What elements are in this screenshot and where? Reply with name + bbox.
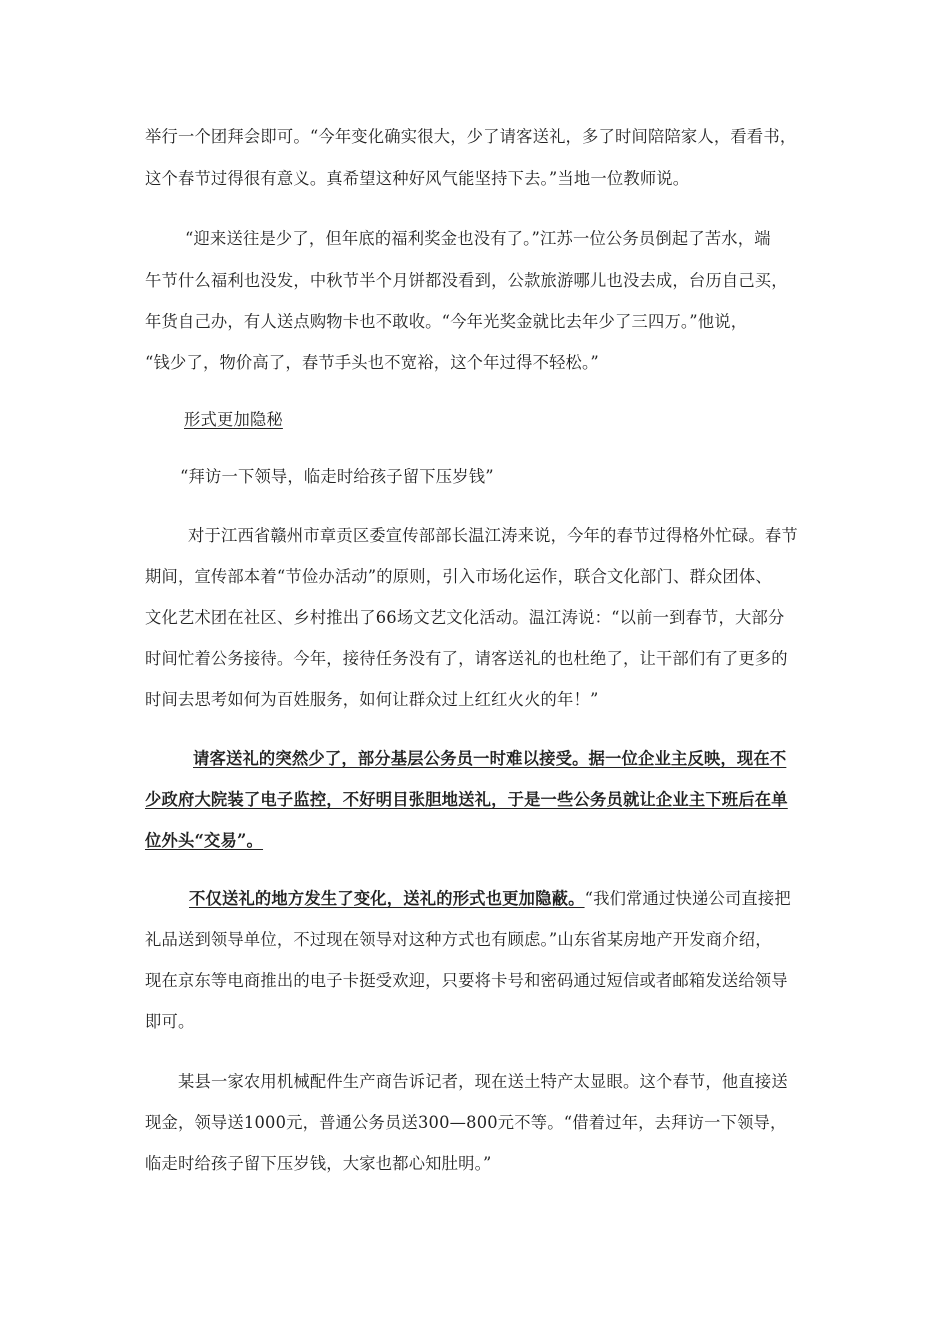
paragraph-5-emphasis: 不仅送礼的地方发生了变化，送礼的形式也更加隐蔽。 bbox=[189, 889, 585, 908]
paragraph-5-line-2: 礼品送到领导单位，不过现在领导对这种方式也有顾虑。”山东省某房地产开发商介绍， bbox=[145, 930, 772, 949]
paragraph-5-line-1-rest: “我们常通过快递公司直接把 bbox=[584, 889, 791, 908]
paragraph-1-line-1: 举行一个团拜会即可。“今年变化确实很大，少了请客送礼，多了时间陪陪家人，看看书， bbox=[145, 127, 797, 146]
paragraph-6-line-3: 临走时给孩子留下压岁钱，大家也都心知肚明。” bbox=[145, 1154, 492, 1173]
paragraph-4-line-3: 位外头“交易”。 bbox=[145, 831, 264, 850]
paragraph-3-line-2: 期间，宣传部本着“节俭办活动”的原则，引入市场化运作，联合文化部门、群众团体、 bbox=[145, 567, 772, 586]
paragraph-3-line-4: 时间忙着公务接待。今年，接待任务没有了，请客送礼的也杜绝了，让干部们有了更多的 bbox=[145, 649, 788, 668]
paragraph-5-line-1 bbox=[145, 888, 810, 910]
paragraph-3-line-1: 对于江西省赣州市章贡区委宣传部部长温江涛来说，今年的春节过得格外忙碌。春节 bbox=[188, 526, 798, 545]
paragraph-3-line-5: 时间去思考如何为百姓服务，如何让群众过上红红火火的年！” bbox=[145, 690, 599, 709]
paragraph-6-line-2: 现金，领导送1000元，普通公务员送300—800元不等。“借着过年，去拜访一下领导， bbox=[145, 1113, 787, 1132]
paragraph-1-line-2: 这个春节过得很有意义。真希望这种好风气能坚持下去。”当地一位教师说。 bbox=[145, 169, 690, 188]
paragraph-4-line-1: 请客送礼的突然少了，部分基层公务员一时难以接受。据一位企业主反映，现在不 bbox=[193, 749, 787, 768]
quote-subheading: “拜访一下领导，临走时给孩子留下压岁钱” bbox=[180, 467, 494, 486]
paragraph-5-line-4: 即可。 bbox=[145, 1012, 195, 1031]
paragraph-2-line-4: “钱少了，物价高了，春节手头也不宽裕，这个年过得不轻松。” bbox=[145, 353, 599, 372]
paragraph-2-line-2: 午节什么福利也没发，中秋节半个月饼都没看到，公款旅游哪儿也没去成，台历自己买， bbox=[145, 271, 788, 290]
paragraph-2-line-3: 年货自己办，有人送点购物卡也不敢收。“今年光奖金就比去年少了三四万。”他说， bbox=[145, 312, 748, 331]
paragraph-2-line-1: “迎来送往是少了，但年底的福利奖金也没有了。”江苏一位公务员倒起了苦水，端 bbox=[185, 229, 771, 248]
paragraph-4-line-2: 少政府大院装了电子监控，不好明目张胆地送礼，于是一些公务员就让企业主下班后在单 bbox=[145, 790, 788, 809]
paragraph-6-line-1: 某县一家农用机械配件生产商告诉记者，现在送土特产太显眼。这个春节，他直接送 bbox=[178, 1072, 788, 1091]
paragraph-5-line-3: 现在京东等电商推出的电子卡挺受欢迎，只要将卡号和密码通过短信或者邮箱发送给领导 bbox=[145, 971, 788, 990]
section-heading: 形式更加隐秘 bbox=[184, 410, 283, 429]
paragraph-3-line-3: 文化艺术团在社区、乡村推出了66场文艺文化活动。温江涛说：“以前一到春节，大部分 bbox=[145, 608, 785, 627]
